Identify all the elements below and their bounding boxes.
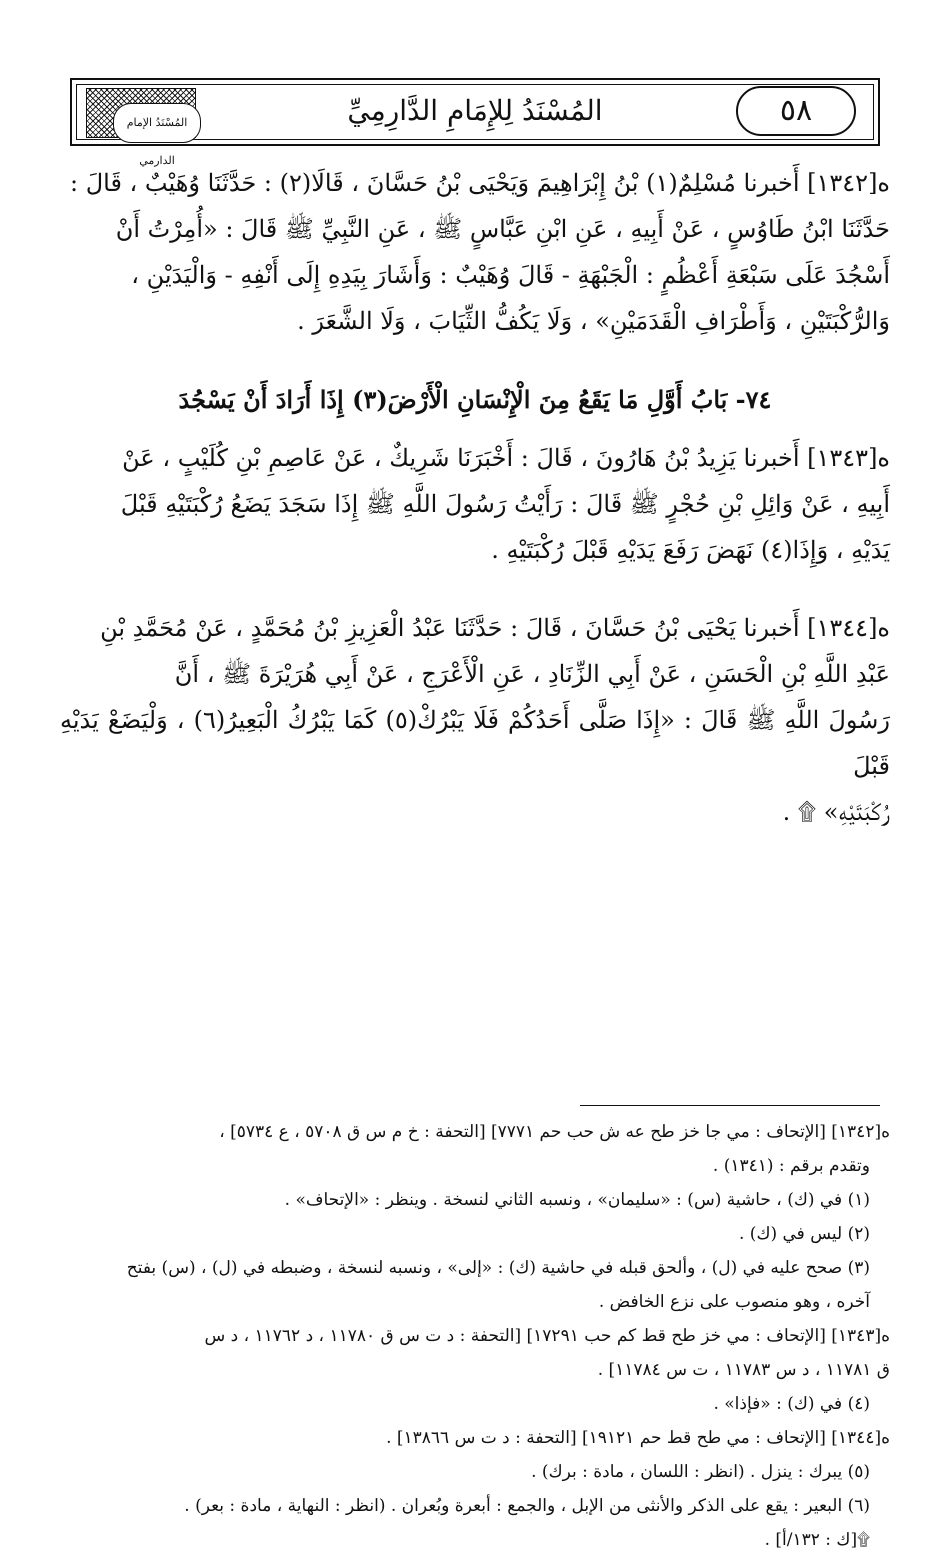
footnote-line: ه[١٣٤٣] [الإتحاف : مي خز طح قط كم حب ١٧٢٩١] [التحفة : د ت س ق ١١٧٨٠ ، د ١١٧٦٢ ، د س xyxy=(204,1326,890,1346)
text-line: يَدَيْهِ ، وَإِذَا(٤) نَهَضَ رَفَعَ يَدَيْهِ قَبْلَ رُكْبَتَيْهِ . xyxy=(491,536,890,564)
text-line: رَسُولَ اللَّهِ ﷺ قَالَ : «إِذَا صَلَّى أَحَدُكُمْ فَلَا يَبْرُكْ(٥) كَمَا يَبْرُكُ الْبَعِيرُ(٦) ، وَلْيَضَعْ يَدَيْهِ قَبْلَ xyxy=(60,706,890,780)
text-line: حَدَّثَنَا ابْنُ طَاوُسٍ ، عَنْ أَبِيهِ ، عَنِ ابْنِ عَبَّاسٍ ﷺ ، عَنِ النَّبِيِّ ﷺ قَالَ : «أُمِرْتُ أَنْ xyxy=(115,215,890,243)
footnote-line: (٤) في (ك) : «فإذا» . xyxy=(713,1394,870,1414)
footnote-divider xyxy=(580,1105,880,1106)
footnote-line: ق ١١٧٨١ ، د س ١١٧٨٣ ، ت س ١١٧٨٤] . xyxy=(597,1360,890,1380)
text-line: عَبْدِ اللَّهِ بْنِ الْحَسَنِ ، عَنْ أَبِي الزِّنَادِ ، عَنِ الْأَعْرَجِ ، عَنْ أَبِي هُرَيْرَةَ ﷺ ، أَنَّ xyxy=(174,660,890,688)
book-title: المُسْنَدُ لِلإِمَامِ الدَّارِمِيِّ xyxy=(347,94,603,127)
hadith-1342 xyxy=(60,160,890,344)
footnote-line: ه[١٣٤٤] [الإتحاف : مي طح قط حم ١٩١٢١] [التحفة : د ت س ١٣٨٦٦] . xyxy=(386,1428,890,1448)
text-line: أَبِيهِ ، عَنْ وَائِلِ بْنِ حُجْرٍ ﷺ قَالَ : رَأَيْتُ رَسُولَ اللَّهِ ﷺ إِذَا سَجَدَ يَضَعُ رُكْبَتَيْهِ قَبْلَ xyxy=(120,490,890,518)
text-line: أَسْجُدَ عَلَى سَبْعَةِ أَعْظُمٍ : الْجَبْهَةِ - قَالَ وُهَيْبٌ : وَأَشَارَ بِيَدِهِ إِلَى أَنْفِهِ - وَالْيَدَيْنِ ، xyxy=(131,261,890,289)
footnote-line: (٣) صحح عليه في (ل) ، وألحق قبله في حاشية (ك) : «إلى» ، ونسبه لنسخة ، وضبطه في (ل) ، (س) بفتح xyxy=(126,1258,870,1278)
footnote-line: وتقدم برقم : (١٣٤١) . xyxy=(712,1156,870,1176)
text-line: رُكْبَتَيْهِ» ۩ . xyxy=(782,798,890,826)
footnote-line: (٢) ليس في (ك) . xyxy=(739,1224,870,1244)
hadith-1343 xyxy=(60,435,890,573)
text-line: ه[١٣٤٤] أَخبرنا يَحْيَى بْنُ حَسَّانَ ، قَالَ : حَدَّثَنَا عَبْدُ الْعَزِيزِ بْنُ مُحَمَّدٍ ، عَنْ مُحَمَّدِ بْنِ xyxy=(100,614,890,642)
page-number: ٥٨ xyxy=(736,86,856,136)
page-header xyxy=(70,78,880,167)
footnote-line: ۩[ك : ١٣٢/أ] . xyxy=(764,1530,870,1550)
footnote-line: (١) في (ك) ، حاشية (س) : «سليمان» ، ونسبه الثاني لنسخة . وينظر : «الإتحاف» . xyxy=(284,1190,870,1210)
ornament-seal-icon xyxy=(86,88,196,167)
footnote-line: (٦) البعير : يقع على الذكر والأنثى من الإبل ، والجمع : أبعرة وبُعران . (انظر : النهاية ، مادة : بعر) . xyxy=(184,1496,870,1516)
seal-label: المُسْنَدُ الإمام الدارمي xyxy=(113,103,201,143)
chapter-title: ٧٤- بَابُ أَوَّلِ مَا يَقَعُ مِنَ الْإِنْسَانِ الْأَرْضَ(٣) إِذَا أَرَادَ أَنْ يَسْجُدَ xyxy=(178,385,772,414)
footnote-line: ه[١٣٤٢] [الإتحاف : مي جا خز طح عه ش حب حم ٧٧٧١] [التحفة : خ م س ق ٥٧٠٨ ، ع ٥٧٣٤] ، xyxy=(219,1122,890,1142)
text-line: ه[١٣٤٢] أَخبرنا مُسْلِمٌ(١) بْنُ إِبْرَاهِيمَ وَيَحْيَى بْنُ حَسَّانَ ، قَالَا(٢) : حَدَّثَنَا وُهَيْبٌ ، قَالَ : xyxy=(69,169,890,197)
hadith-1344 xyxy=(60,605,890,835)
footnote-line: آخره ، وهو منصوب على نزع الخافض . xyxy=(598,1292,870,1312)
footnote-line: (٥) يبرك : ينزل . (انظر : اللسان ، مادة : برك) . xyxy=(531,1462,870,1482)
text-line: وَالرُّكْبَتَيْنِ ، وَأَطْرَافِ الْقَدَمَيْنِ» ، وَلَا يَكُفُّ الثِّيَابَ ، وَلَا الشَّعَرَ . xyxy=(297,307,890,335)
footnotes xyxy=(60,1115,890,1557)
text-line: ه[١٣٤٣] أَخبرنا يَزِيدُ بْنُ هَارُونَ ، قَالَ : أَخْبَرَنَا شَرِيكٌ ، عَنْ عَاصِمِ بْنِ كُلَيْبٍ ، عَنْ xyxy=(122,444,890,472)
